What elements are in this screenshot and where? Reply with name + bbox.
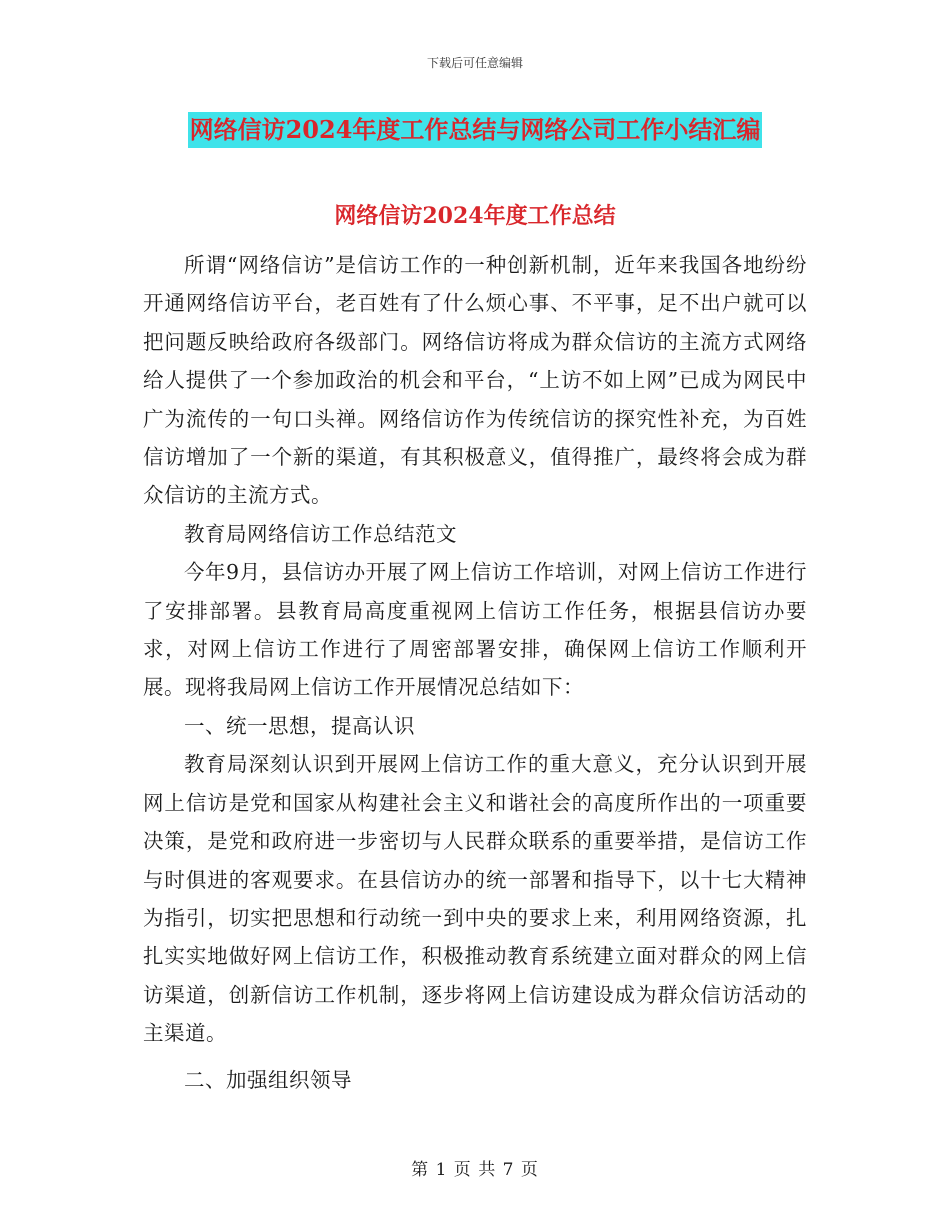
document-title: 网络信访2024年度工作总结与网络公司工作小结汇编 (188, 112, 763, 148)
paragraph-heading-1: 一、统一思想，提高认识 (184, 713, 415, 738)
document-body (143, 246, 807, 1099)
document-title-wrap (0, 112, 950, 148)
paragraph-intro: 所谓“网络信访”是信访工作的一种创新机制，近年来我国各地纷纷开通网络信访平台，老百姓有了什么烦心事、不平事，足不出户就可以把问题反映给政府各级部门。网络信访将成为群众信访的主流方式网络给人提供了一个参加政治的机会和平台，“上访不如上网”已成为网民中广为流传的一句口头禅。网络信访作为传统信访的探究性补充，为百姓信访增加了一个新的渠道，有其积极意义，值得推广，最终将会成为群众信访的主流方式。 (143, 253, 807, 508)
paragraph-overview: 今年9月，县信访办开展了网上信访工作培训，对网上信访工作进行了安排部署。县教育局高度重视网上信访工作任务，根据县信访办要求，对网上信访工作进行了周密部署安排，确保网上信访工作顺利开展。现将我局网上信访工作开展情况总结如下： (143, 560, 807, 700)
page-number: 第 1 页 共 7 页 (411, 1160, 539, 1180)
paragraph-heading-2: 二、加强组织领导 (184, 1067, 352, 1092)
section-title: 网络信访2024年度工作总结 (334, 203, 616, 229)
paragraph-section-1: 教育局深刻认识到开展网上信访工作的重大意义，充分认识到开展网上信访是党和国家从构建社会主义和谐社会的高度所作出的一项重要决策，是党和政府进一步密切与人民群众联系的重要举措，是信访工作与时俱进的客观要求。在县信访办的统一部署和指导下，以十七大精神为指引，切实把思想和行动统一到中央的要求上来，利用网络资源，扎扎实实地做好网上信访工作，积极推动教育系统建立面对群众的网上信访渠道，创新信访工作机制，逐步将网上信访建设成为群众信访活动的主渠道。 (143, 752, 807, 1046)
paragraph-subtitle: 教育局网络信访工作总结范文 (184, 521, 457, 546)
page-header-note: 下载后可任意编辑 (426, 56, 523, 70)
